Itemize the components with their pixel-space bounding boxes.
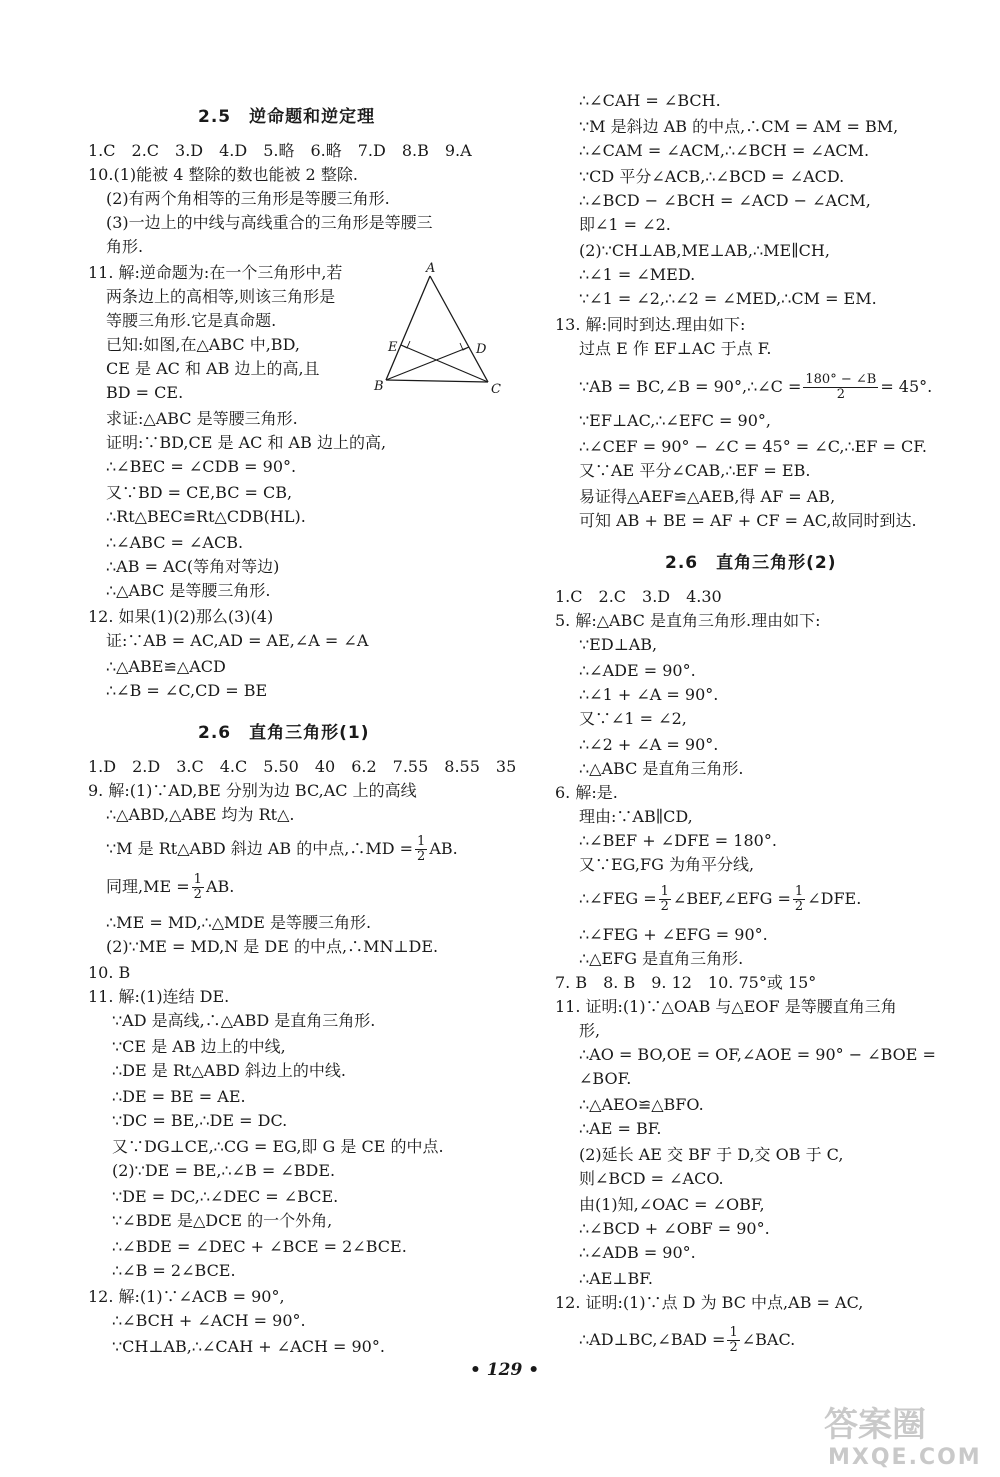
fraction-num: 1 — [729, 1325, 738, 1340]
answer-line: 又∵AE 平分∠CAB,∴EF = EB. — [579, 461, 811, 480]
text: AB. — [205, 877, 235, 896]
answer-line: 1.C 2.C 3.D 4.30 — [555, 587, 722, 606]
answer-line: (3)一边上的中线与高线重合的三角形是等腰三 — [106, 213, 433, 232]
text: ∵AB = BC,∠B = 90°,∴∠C = — [579, 377, 802, 396]
answer-line: ∵M 是斜边 AB 的中点,∴CM = AM = BM, — [579, 117, 899, 136]
answer-line: ∴∠B = 2∠BCE. — [112, 1261, 236, 1280]
answer-line: 即∠1 = ∠2. — [579, 215, 671, 234]
answer-line: 1.D 2.D 3.C 4.C 5.50 40 6.2 7.55 8.55 35 — [88, 757, 517, 776]
answer-line: ∴∠1 = ∠MED. — [579, 265, 696, 284]
answer-line: ∵AD 是高线,∴△ABD 是直角三角形. — [112, 1011, 376, 1030]
label-d: D — [476, 342, 487, 357]
fraction-num: 1 — [660, 884, 669, 899]
text: ∠BEF,∠EFG = — [672, 889, 791, 908]
fraction-den: 2 — [417, 849, 426, 864]
answer-line: ∵CD 平分∠ACB,∴∠BCD = ∠ACD. — [579, 167, 845, 186]
answer-line: ∴∠BEC = ∠CDB = 90°. — [106, 457, 297, 476]
fraction-num: 1 — [794, 884, 804, 899]
answer-line: ∵CE 是 AB 边上的中线, — [112, 1037, 286, 1056]
section-title-2-5: 2.5 逆命题和逆定理 — [198, 107, 376, 127]
side-ac — [430, 276, 488, 382]
answer-line: 11. 解:(1)连结 DE. — [88, 987, 230, 1006]
answer-line: 又∵∠1 = ∠2, — [579, 709, 687, 728]
answer-line: ∴∠BEF + ∠DFE = 180°. — [579, 831, 777, 850]
answer-line: BD = CE. — [106, 383, 184, 402]
answer-line: ∴DE = BE = AE. — [112, 1087, 246, 1106]
answer-line: ∴∠CEF = 90° − ∠C = 45° = ∠C,∴EF = CF. — [579, 437, 927, 456]
answer-line: ∠BOF. — [579, 1069, 632, 1088]
label-b: B — [374, 379, 384, 394]
answer-line: 角形. — [106, 237, 144, 256]
answer-line: ∴∠CAH = ∠BCH. — [579, 91, 721, 110]
fraction-den: 2 — [836, 387, 845, 402]
answer-line: 9. 解:(1)∵AD,BE 分别为边 BC,AC 上的高线 — [88, 781, 417, 800]
answer-line: (2)∵CH⊥AB,ME⊥AB,∴ME∥CH, — [579, 241, 830, 260]
answer-line: 理由:∵AB∥CD, — [579, 807, 693, 826]
label-a: A — [426, 262, 436, 276]
answer-line: ∵ED⊥AB, — [579, 635, 658, 654]
answer-line: 7. B 8. B 9. 12 10. 75°或 15° — [555, 973, 817, 992]
fraction-num: 1 — [193, 872, 202, 887]
side-ab — [386, 276, 430, 380]
answer-line: 5. 解:△ABC 是直角三角形.理由如下: — [555, 611, 821, 630]
answer-line: 过点 E 作 EF⊥AC 于点 F. — [579, 339, 772, 358]
text: 同理,ME = — [106, 877, 190, 896]
fraction — [803, 373, 878, 402]
answer-line: 11. 解:逆命题为:在一个三角形中,若 — [88, 263, 343, 282]
fraction-num: 1 — [417, 834, 426, 849]
answer-line: 证:∵AB = AC,AD = AE,∠A = ∠A — [106, 631, 369, 650]
answer-line: ∴∠BCH + ∠ACH = 90°. — [112, 1311, 306, 1330]
fraction — [659, 885, 671, 914]
answer-line-fraction — [579, 1322, 795, 1358]
answer-line: 10. B — [88, 963, 131, 982]
side-bc — [386, 380, 488, 382]
answer-line: 12. 证明:(1)∵点 D 为 BC 中点,AB = AC, — [555, 1293, 864, 1312]
answer-line: 由(1)知,∠OAC = ∠OBF, — [579, 1195, 765, 1214]
answer-line: 12. 如果(1)(2)那么(3)(4) — [88, 607, 274, 626]
fraction — [415, 835, 427, 864]
fraction-num: 180° − ∠B — [805, 372, 877, 387]
answer-line: ∴∠B = ∠C,CD = BE — [106, 681, 268, 700]
fraction — [192, 873, 204, 902]
answer-line: ∴AE⊥BF. — [579, 1269, 653, 1288]
answer-line: 6. 解:是. — [555, 783, 618, 802]
answer-line: 又∵EG,FG 为角平分线, — [579, 855, 755, 874]
answer-line: ∵DC = BE,∴DE = DC. — [112, 1111, 288, 1130]
page-number: • 129 • — [470, 1360, 540, 1380]
answer-line: ∴Rt△BEC≌Rt△CDB(HL). — [106, 507, 306, 526]
answer-line: ∴∠CAM = ∠ACM,∴∠BCH = ∠ACM. — [579, 141, 870, 160]
answer-line: 形, — [579, 1021, 601, 1040]
fraction — [727, 1326, 739, 1355]
answer-line: ∴∠FEG + ∠EFG = 90°. — [579, 925, 768, 944]
answer-line: 证明:∵BD,CE 是 AC 和 AB 边上的高, — [106, 433, 387, 452]
label-e: E — [388, 340, 398, 355]
answer-line: ∴∠BDE = ∠DEC + ∠BCE = 2∠BCE. — [112, 1237, 407, 1256]
answer-line: 则∠BCD = ∠ACO. — [579, 1169, 724, 1188]
text: ∴AD⊥BC,∠BAD = — [579, 1330, 726, 1349]
answer-line: ∴∠BCD + ∠OBF = 90°. — [579, 1219, 770, 1238]
answer-line: 1.C 2.C 3.D 4.D 5.略 6.略 7.D 8.B 9.A — [88, 141, 472, 160]
answer-line: 又∵DG⊥CE,∴CG = EG,即 G 是 CE 的中点. — [112, 1137, 444, 1156]
answer-line: 10.(1)能被 4 整除的数也能被 2 整除. — [88, 165, 358, 184]
text: ∠DFE. — [807, 889, 862, 908]
answer-line: 又∵BD = CE,BC = CB, — [106, 483, 293, 502]
answer-line: ∴∠ABC = ∠ACB. — [106, 533, 244, 552]
section-title-2-6-2: 2.6 直角三角形(2) — [665, 553, 837, 573]
answer-line: ∴∠ADE = 90°. — [579, 661, 696, 680]
answer-line: (2)延长 AE 交 BF 于 D,交 OB 于 C, — [579, 1145, 844, 1164]
answer-line: ∴ME = MD,∴△MDE 是等腰三角形. — [106, 913, 372, 932]
watermark-logo — [818, 1398, 988, 1470]
answer-line: CE 是 AC 和 AB 边上的高,且 — [106, 359, 320, 378]
text: ∠BAC. — [741, 1330, 796, 1349]
watermark-text-bottom: MXQE.COM — [828, 1445, 982, 1470]
answer-line: ∴∠BCD − ∠BCH = ∠ACD − ∠ACM, — [579, 191, 871, 210]
answer-line: (2)∵DE = BE,∴∠B = ∠BDE. — [112, 1161, 336, 1180]
answer-line: 可知 AB + BE = AF + CF = AC,故同时到达. — [579, 511, 917, 530]
answer-line: ∴△ABC 是直角三角形. — [579, 759, 744, 778]
answer-line: ∴DE 是 Rt△ABD 斜边上的中线. — [112, 1061, 346, 1080]
answer-line: ∵CH⊥AB,∴∠CAH + ∠ACH = 90°. — [112, 1337, 385, 1356]
answer-line: ∵EF⊥AC,∴∠EFC = 90°, — [579, 411, 771, 430]
text: AB. — [429, 839, 458, 858]
answer-line: ∴△ABC 是等腰三角形. — [106, 581, 271, 600]
answer-line-fraction — [106, 832, 458, 866]
answer-line: ∵∠BDE 是△DCE 的一个外角, — [112, 1211, 333, 1230]
answer-line: ∴AE = BF. — [579, 1119, 662, 1138]
answer-line: ∴△ABD,△ABE 均为 Rt△. — [106, 805, 295, 824]
answer-line: ∴△AEO≌△BFO. — [579, 1095, 704, 1114]
answer-line: ∴AB = AC(等角对等边) — [106, 557, 280, 576]
section-title-2-6-1: 2.6 直角三角形(1) — [198, 723, 370, 743]
fraction-den: 2 — [660, 899, 669, 914]
answer-line-fraction — [106, 870, 234, 904]
answer-line: ∵∠1 = ∠2,∴∠2 = ∠MED,∴CM = EM. — [579, 289, 877, 308]
triangle-figure — [372, 262, 502, 394]
answer-line: 求证:△ABC 是等腰三角形. — [106, 409, 298, 428]
answer-line: 13. 解:同时到达.理由如下: — [555, 315, 746, 334]
answer-line: ∴AO = BO,OE = OF,∠AOE = 90° − ∠BOE = — [579, 1045, 936, 1064]
answer-line: 易证得△AEF≌△AEB,得 AF = AB, — [579, 487, 836, 506]
answer-line: 等腰三角形.它是真命题. — [106, 311, 277, 330]
watermark-text-top: 答案圈 — [824, 1405, 926, 1445]
answer-line-fraction — [579, 882, 861, 916]
label-c: C — [491, 382, 501, 394]
answer-line: ∴∠ADB = 90°. — [579, 1243, 696, 1262]
answer-line: 12. 解:(1)∵∠ACB = 90°, — [88, 1287, 285, 1306]
answer-line: 已知:如图,在△ABC 中,BD, — [106, 335, 300, 354]
fraction-den: 2 — [794, 899, 804, 914]
answer-line: ∴∠2 + ∠A = 90°. — [579, 735, 719, 754]
fraction-den: 2 — [729, 1340, 738, 1355]
answer-line: (2)有两个角相等的三角形是等腰三角形. — [106, 189, 390, 208]
altitude-ce — [401, 345, 488, 382]
fraction-den: 2 — [193, 887, 202, 902]
fraction — [793, 885, 805, 914]
text: ∴∠FEG = — [579, 889, 657, 908]
answer-line: ∵DE = DC,∴∠DEC = ∠BCE. — [112, 1187, 339, 1206]
answer-line-fraction — [579, 368, 932, 406]
answer-line: 两条边上的高相等,则该三角形是 — [106, 287, 336, 306]
answer-line: ∴∠1 + ∠A = 90°. — [579, 685, 719, 704]
answer-line: ∴△ABE≌△ACD — [106, 657, 226, 676]
text: ∵M 是 Rt△ABD 斜边 AB 的中点,∴MD = — [106, 839, 414, 858]
answer-line: ∴△EFG 是直角三角形. — [579, 949, 744, 968]
answer-line: (2)∵ME = MD,N 是 DE 的中点,∴MN⊥DE. — [106, 937, 439, 956]
text: = 45°. — [880, 377, 933, 396]
answer-line: 11. 证明:(1)∵△OAB 与△EOF 是等腰直角三角 — [555, 997, 897, 1016]
